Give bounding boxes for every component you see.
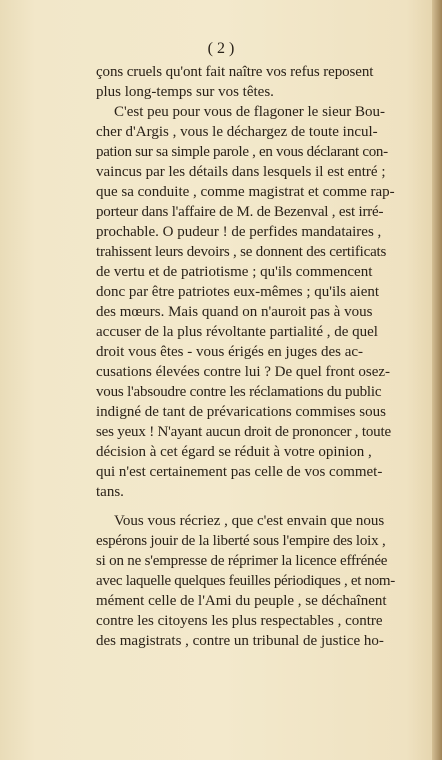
text-line: ses yeux ! N'ayant aucun droit de prononcer , toute [96,424,391,440]
text-line: donc par être patriotes eux-mêmes ; qu'ils aient [96,284,380,300]
text-line: plus long-temps sur vos têtes. [96,84,274,100]
text-line: vous l'absoudre contre les réclamations du public [96,384,382,400]
text-line: décision à cet égard se réduit à votre opinion , [96,444,372,460]
text-line: de vertu et de patriotisme ; qu'ils commencent [96,264,373,280]
text-line: porteur dans l'affaire de M. de Bezenval , est irré- [96,204,384,220]
text-line: espérons jouir de la liberté sous l'empire des loix , [96,533,386,549]
text-line: pation sur sa simple parole , en vous déclarant con- [96,144,388,160]
text-line: tans. [96,484,124,500]
text-line: avec laquelle quelques feuilles périodiques , et nom- [96,573,395,589]
text-line: accuser de la plus révoltante partialité , de quel [96,324,378,340]
text-line: Vous vous récriez , que c'est envain que nous [114,513,385,529]
text-line: vaincus par les détails dans lesquels il est entré ; [96,164,386,180]
text-line: cusations élevées contre lui ? De quel front osez- [96,364,391,380]
text-line: mément celle de l'Ami du peuple , se déchaînent [96,593,387,609]
text-line: des mœurs. Mais quand on n'auroit pas à vous [96,304,373,320]
text-line: droit vous êtes - vous érigés en juges des ac- [96,344,364,360]
text-line: si on ne s'empresse de réprimer la licence effrénée [96,553,388,569]
page-number: ( 2 ) [207,40,235,57]
text-line: çons cruels qu'ont fait naître vos refus reposent [96,64,374,80]
text-line: des magistrats , contre un tribunal de justice ho- [96,633,384,649]
text-line: C'est peu pour vous de flagoner le sieur Bou- [114,104,385,120]
text-line: qui n'est certainement pas celle de vos commet- [96,464,383,480]
text-line: cher d'Argis , vous le déchargez de toute incul- [96,124,378,140]
text-line: indigné de tant de prévarications commises sous [96,404,386,420]
book-spine-edge [432,0,442,760]
body-text [96,62,414,651]
text-line: trahissent leurs devoirs , se donnent des certificats [96,244,387,260]
text-line: que sa conduite , comme magistrat et comme rap- [96,184,395,200]
text-line: contre les citoyens les plus respectables , contre [96,613,383,629]
text-line: prochable. O pudeur ! de perfides mandataires , [96,224,382,240]
